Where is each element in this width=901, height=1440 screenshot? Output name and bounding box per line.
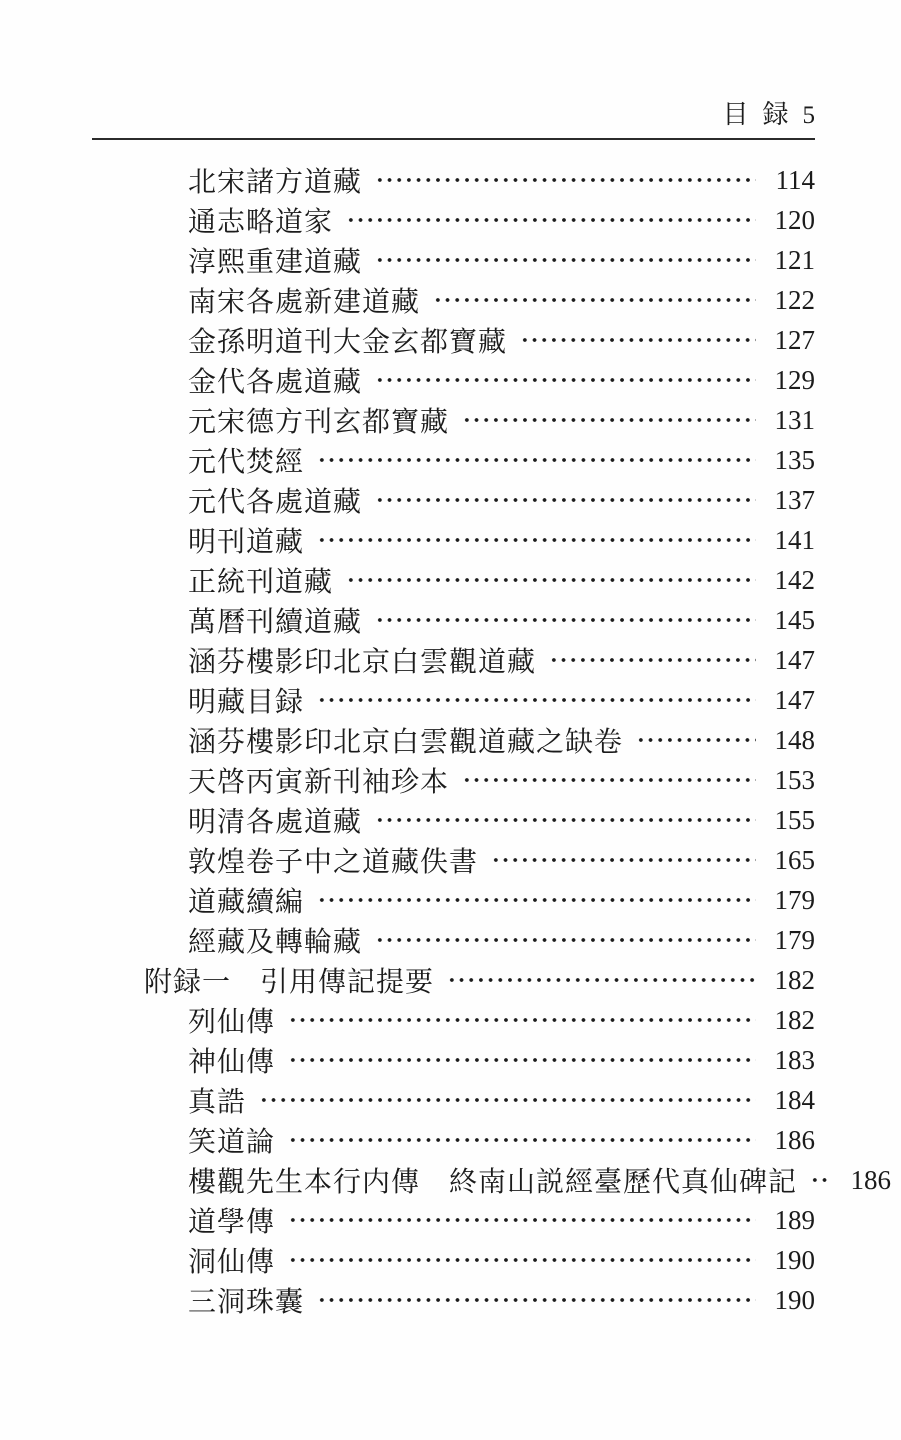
toc-entry xyxy=(92,280,815,320)
dot-leader xyxy=(462,760,756,800)
toc-entry-title: 列仙傳 xyxy=(188,1007,276,1038)
toc-entry-page-number: 165 xyxy=(774,844,815,875)
toc-entry xyxy=(92,1120,815,1160)
toc-entry xyxy=(92,240,815,280)
toc-entry xyxy=(92,880,815,920)
dot-leader xyxy=(375,600,756,640)
dot-leader xyxy=(491,840,756,880)
dot-leader xyxy=(520,320,756,360)
toc-entry xyxy=(92,1000,815,1040)
dot-leader xyxy=(810,1160,832,1200)
toc-entry xyxy=(92,400,815,440)
toc-entry-title: 元代焚經 xyxy=(188,447,305,478)
toc-entry xyxy=(92,200,815,240)
toc-entry-title: 道藏續編 xyxy=(188,887,305,918)
toc-entry-page-number: 127 xyxy=(774,324,815,355)
toc-entry-page-number: 114 xyxy=(775,164,815,195)
toc-entry xyxy=(92,600,815,640)
toc-entry-page-number: 153 xyxy=(774,764,815,795)
toc-entry-title: 經藏及轉輪藏 xyxy=(188,927,363,958)
toc-entry xyxy=(92,720,815,760)
header-rule xyxy=(92,138,815,140)
toc-entry-title: 萬曆刊續道藏 xyxy=(188,607,363,638)
running-head xyxy=(92,100,815,131)
dot-leader xyxy=(346,200,756,240)
toc-entry-title: 通志略道家 xyxy=(188,207,334,238)
toc-entry-title: 涵芬樓影印北京白雲觀道藏之缺卷 xyxy=(188,727,624,758)
dot-leader xyxy=(288,1200,756,1240)
dot-leader xyxy=(317,880,756,920)
toc-entry-title: 附録一 引用傳記提要 xyxy=(144,967,435,998)
toc-entry-title: 洞仙傳 xyxy=(188,1247,276,1278)
toc-entry-title: 樓觀先生本行内傳 終南山説經臺歷代真仙碑記 xyxy=(188,1167,798,1198)
toc-entry-page-number: 147 xyxy=(774,684,815,715)
toc-entry xyxy=(92,1240,815,1280)
toc-entry-title: 金孫明道刊大金玄都寶藏 xyxy=(188,327,508,358)
toc-entry-page-number: 179 xyxy=(774,884,815,915)
toc-entry-page-number: 182 xyxy=(774,1004,815,1035)
toc-entry-title: 元代各處道藏 xyxy=(188,487,363,518)
toc-entry xyxy=(92,160,815,200)
toc-entry-title: 明刊道藏 xyxy=(188,527,305,558)
toc-entry-page-number: 184 xyxy=(774,1084,815,1115)
toc-entry-page-number: 142 xyxy=(774,564,815,595)
toc-entry-page-number: 155 xyxy=(774,804,815,835)
dot-leader xyxy=(447,960,756,1000)
toc-entry-page-number: 190 xyxy=(774,1284,815,1315)
dot-leader xyxy=(259,1080,756,1120)
toc-entry-title: 天啓丙寅新刊袖珍本 xyxy=(188,767,450,798)
toc-entry-page-number: 182 xyxy=(774,964,815,995)
dot-leader xyxy=(288,1120,756,1160)
toc-entry-page-number: 121 xyxy=(774,244,815,275)
toc-entry-page-number: 129 xyxy=(774,364,815,395)
dot-leader xyxy=(317,520,756,560)
toc-entry xyxy=(92,1280,815,1320)
toc-entry-page-number: 131 xyxy=(774,404,815,435)
dot-leader xyxy=(375,360,756,400)
toc-entry xyxy=(92,760,815,800)
toc-entry-title: 金代各處道藏 xyxy=(188,367,363,398)
toc-entry xyxy=(92,320,815,360)
toc-entry-title: 南宋各處新建道藏 xyxy=(188,287,421,318)
dot-leader xyxy=(317,1280,756,1320)
toc-entry xyxy=(92,800,815,840)
toc-entry xyxy=(92,480,815,520)
toc-entry-title: 三洞珠囊 xyxy=(188,1287,305,1318)
dot-leader xyxy=(346,560,756,600)
toc-entry-page-number: 147 xyxy=(774,644,815,675)
toc-entry xyxy=(92,520,815,560)
toc-entry xyxy=(92,440,815,480)
dot-leader xyxy=(433,280,756,320)
toc-entry xyxy=(92,1160,892,1200)
dot-leader xyxy=(288,1000,756,1040)
toc-entry-page-number: 141 xyxy=(774,524,815,555)
toc-entry-page-number: 145 xyxy=(774,604,815,635)
dot-leader xyxy=(317,440,756,480)
toc-entry xyxy=(92,680,815,720)
toc-entry-title: 明藏目録 xyxy=(188,687,305,718)
dot-leader xyxy=(549,640,756,680)
running-head-page-number: 5 xyxy=(802,102,815,129)
toc-entry-page-number: 186 xyxy=(850,1164,892,1195)
toc-entry-title: 笑道論 xyxy=(188,1127,276,1158)
toc-entry-page-number: 183 xyxy=(774,1044,815,1075)
toc-entry-page-number: 148 xyxy=(774,724,815,755)
dot-leader xyxy=(636,720,756,760)
toc-entry-title: 明清各處道藏 xyxy=(188,807,363,838)
dot-leader xyxy=(462,400,756,440)
toc-entry-page-number: 190 xyxy=(774,1244,815,1275)
dot-leader xyxy=(288,1240,756,1280)
toc-entry-title: 北宋諸方道藏 xyxy=(188,167,363,198)
toc-entry-title: 敦煌卷子中之道藏佚書 xyxy=(188,847,479,878)
toc-entry xyxy=(92,840,815,880)
toc-entry xyxy=(92,1080,815,1120)
dot-leader xyxy=(375,160,756,200)
dot-leader xyxy=(375,240,756,280)
dot-leader xyxy=(375,800,756,840)
toc-entry xyxy=(92,360,815,400)
toc-entry-title: 正統刊道藏 xyxy=(188,567,334,598)
toc-entry-page-number: 137 xyxy=(774,484,815,515)
dot-leader xyxy=(375,480,756,520)
toc-entry-page-number: 120 xyxy=(774,204,815,235)
toc-entry-title: 元宋德方刊玄都寶藏 xyxy=(188,407,450,438)
toc-entry-page-number: 189 xyxy=(774,1204,815,1235)
toc-entry-title: 神仙傳 xyxy=(188,1047,276,1078)
toc-entry-page-number: 122 xyxy=(774,284,815,315)
toc-list xyxy=(92,160,892,1320)
toc-entry-title: 道學傳 xyxy=(188,1207,276,1238)
toc-entry xyxy=(92,960,815,1000)
toc-entry-title: 涵芬樓影印北京白雲觀道藏 xyxy=(188,647,537,678)
toc-entry xyxy=(92,1040,815,1080)
toc-entry xyxy=(92,640,815,680)
toc-entry-title: 真誥 xyxy=(188,1087,247,1118)
toc-entry-title: 淳熙重建道藏 xyxy=(188,247,363,278)
running-head-title: 目録 xyxy=(722,100,803,129)
dot-leader xyxy=(375,920,756,960)
toc-entry-page-number: 186 xyxy=(774,1124,815,1155)
toc-entry-page-number: 135 xyxy=(774,444,815,475)
dot-leader xyxy=(317,680,756,720)
toc-entry-page-number: 179 xyxy=(774,924,815,955)
toc-entry xyxy=(92,1200,815,1240)
toc-entry xyxy=(92,560,815,600)
toc-entry xyxy=(92,920,815,960)
dot-leader xyxy=(288,1040,756,1080)
